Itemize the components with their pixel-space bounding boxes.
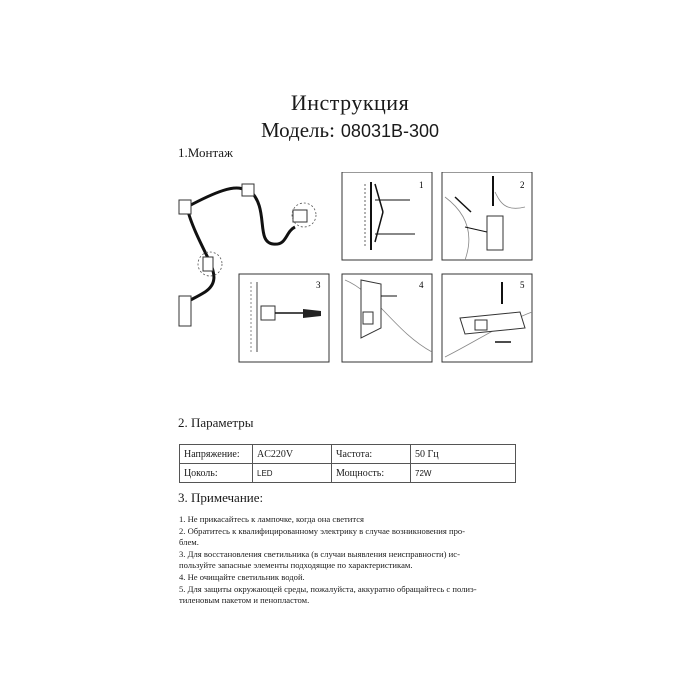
notes-list [179,514,529,607]
step-1-number: 1 [419,180,424,190]
model-code: 08031B-300 [340,121,440,141]
note-line: блем. [179,537,199,548]
step-4-panel [342,274,432,362]
document-title: Инструкция [290,90,410,115]
param-label-socket: Цоколь: [180,464,253,483]
note-line: пользуйте запасные элементы подходящие по характеристикам. [179,560,413,571]
step-1-panel [342,172,432,260]
note-line: 4. Не очищайте светильник водой. [179,571,305,582]
note-line: 2. Обратитесь к квалифицированному электрику в случае возникновения про- [179,525,466,536]
model-line [0,118,700,143]
step-4-number: 4 [419,280,424,290]
section-notes-heading: 3. Примечание: [178,490,264,505]
table-row [180,445,516,464]
step-5-number: 5 [520,280,525,290]
step-3-number: 3 [316,280,321,290]
param-value-voltage: AC220V [253,445,332,464]
step-5-panel [442,274,532,362]
note-line: 5. Для защиты окружающей среды, пожалуйста, аккуратно обращайтесь с полиэ- [179,583,477,594]
note-line: 3. Для восстановления светильника (в случаи выявления неисправности) ис- [179,548,460,559]
step-2-number: 2 [520,180,525,190]
note-line: тиленовым пакетом и пенопластом. [179,595,310,606]
step-3-panel [239,274,329,362]
model-label: Модель: [260,118,335,142]
section-install-heading: 1.Монтаж [178,145,234,160]
installation-diagram [175,172,535,372]
param-value-frequency: 50 Гц [411,445,516,464]
param-label-voltage: Напряжение: [180,445,253,464]
param-label-power: Мощность: [332,464,411,483]
param-value-power: 72W [411,464,516,483]
section-params-heading: 2. Параметры [178,415,254,430]
param-value-socket: LED [253,464,332,483]
step-2-panel [442,172,532,260]
note-line: 1. Не прикасайтесь к лампочке, когда она светится [179,514,364,524]
parameters-table [179,444,516,483]
param-label-frequency: Частота: [332,445,411,464]
table-row [180,464,516,483]
